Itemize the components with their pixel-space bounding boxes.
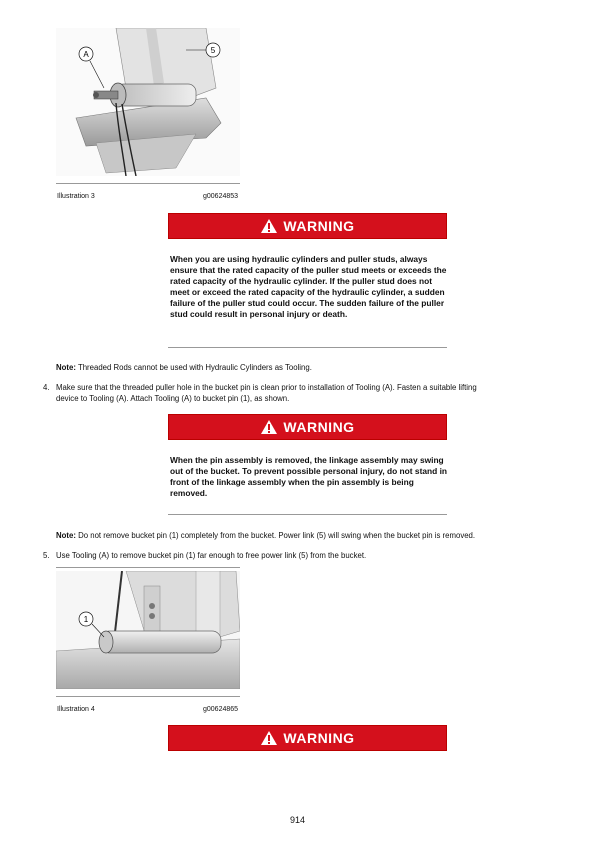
warning-banner-3	[168, 725, 447, 751]
warning-triangle-icon	[260, 419, 278, 435]
illustration-3-photo	[56, 28, 240, 176]
illustration-4-caption-code: g00624865	[203, 706, 239, 713]
warning-2-text: When the pin assembly is removed, the linkage assembly may swing out of the bucket. To prevent possible personal injury, do not stand in front of the linkage assembly when the pin assembly is being removed.	[170, 455, 448, 498]
warning-1-text: When you are using hydraulic cylinders and puller studs, always ensure that the rated capacity of the puller stud meets or exceeds the rated capacity of the hydraulic cylinder. If the puller stud does not meet or exceed the rated capacity of the hydraulic cylinder, a sudden failure of the puller stud could occur. The sudden failure of the puller stud could result in personal injury or death.	[170, 254, 447, 319]
step-5-text: Use Tooling (A) to remove bucket pin (1) far enough to free power link (5) from the bucket.	[56, 551, 367, 560]
illustration-4-top-rule	[56, 567, 240, 568]
warning-2-rule	[168, 514, 447, 515]
illustration-3-caption-code: g00624853	[203, 193, 239, 200]
callout-a	[79, 47, 93, 61]
svg-text:A: A	[83, 50, 89, 59]
warning-triangle-icon	[260, 730, 278, 746]
svg-text:1: 1	[83, 615, 89, 624]
note-1	[56, 363, 312, 372]
note-label: Note:	[56, 363, 76, 372]
warning-1-rule	[168, 347, 447, 348]
page-number: 914	[289, 815, 306, 825]
illustration-4-caption-label: Illustration 4	[57, 706, 95, 713]
warning-label: WARNING	[283, 218, 355, 234]
svg-text:5: 5	[210, 46, 216, 55]
callout-5	[206, 43, 220, 57]
warning-label: WARNING	[283, 419, 355, 435]
note-label: Note:	[56, 531, 76, 540]
step-4-line-1: Make sure that the threaded puller hole in the bucket pin is clean prior to installation of Tooling (A). Fasten a suitable lifting	[56, 383, 477, 392]
note-text: Threaded Rods cannot be used with Hydraulic Cylinders as Tooling.	[75, 363, 312, 372]
illustration-3-rule	[56, 183, 240, 184]
bucket-pin-puller-drawing	[56, 28, 240, 176]
note-text: Do not remove bucket pin (1) completely from the bucket. Power link (5) will swing when the bucket pin is removed.	[75, 531, 476, 540]
illustration-4-rule	[56, 696, 240, 697]
warning-banner-2	[168, 414, 447, 440]
note-2	[56, 531, 475, 540]
step-4-number: 4.	[43, 383, 50, 392]
warning-triangle-icon	[260, 218, 278, 234]
step-4-line-2: device to Tooling (A). Attach Tooling (A) to bucket pin (1), as shown.	[56, 394, 290, 403]
warning-banner-1	[168, 213, 447, 239]
callout-1	[79, 612, 93, 626]
illustration-4-photo	[56, 571, 240, 689]
warning-label: WARNING	[283, 730, 355, 746]
step-5-number: 5.	[43, 551, 50, 560]
bucket-pin-removal-drawing	[56, 571, 240, 689]
illustration-3-caption-label: Illustration 3	[57, 193, 95, 200]
